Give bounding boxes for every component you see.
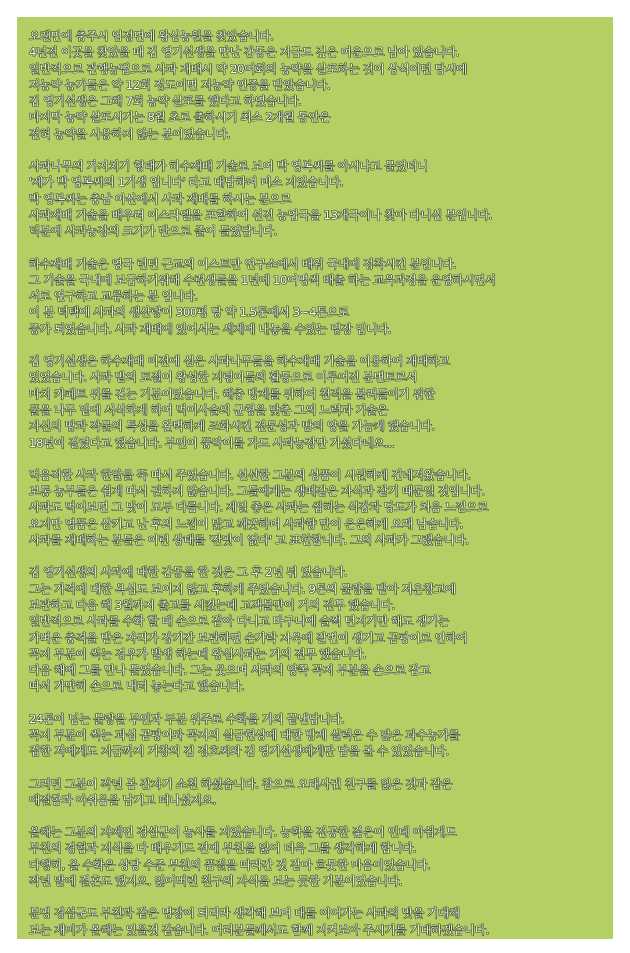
text-line: 올해는 그분의 자제인 경섭군이 농사를 지었습니다. 농학을 전공한 젊은이 인데 아쉽게도 (29, 825, 457, 840)
text-line: 그는 가격에 대한 욕심도 보이지 않고 후하게 주었습니다. 9톤의 물량을 받아 저온창고에 (29, 581, 456, 596)
text-line: 접한 저에게도 지금까지 거창의 김 정호씨와 김 영기선생에게만 답을 볼 수 있었습니다. (29, 744, 449, 759)
text-line: 이 분 덕택에 사과의 생산량이 300평 당 약 1.5톤에서 3~4톤으로 (29, 305, 349, 320)
text-line: 4년전 이곳을 찾았을 때 김 영기선생을 만난 감동은 지금도 깊은 여운으로 남아 있습니다. (29, 45, 460, 60)
text-line: 꼭지 부분이 썩는 과심 곰팡이와 꼭지의 실금현상에 대한 방제 실력은 수 많은 과수농가를 (29, 727, 460, 742)
paragraph-harvest (29, 564, 605, 694)
text-line: '제가 박 영복씨의 1기생 입니다' 라고 대답하며 미소 지었습니다. (29, 175, 343, 190)
text-line: 보는 재미가 올해는 있을것 같습니다. 여러분들께서도 함께 지켜보아 주시기를 기대하겠습니다. (29, 922, 489, 937)
paragraph-visit (29, 28, 605, 142)
text-line: 보관하고 다음 해 3월까지 출고를 시켰는데 고객불만이 거의 전무 했습니다. (29, 597, 395, 612)
text-line: 김 영기선생은 하수재배 이전에 심은 사과나무들을 하수재배 기술을 이용하여 재배하고 (29, 354, 450, 369)
text-line: 그 기술을 국내에 보급하기위해 수련생들을 1년에 10여명씩 배출 하는 교육과정을 운영하시면서 (29, 272, 496, 287)
text-line: 분명 경섭군도 부친과 같은 명장이 되리라 생각해 보며 대를 이어가는 사과의 맛을 기대해 (29, 906, 460, 921)
text-line: 저농약 농가들은 약 12회 정도이면 저농약 인증을 받았습니다. (29, 77, 331, 92)
paragraph-volume (29, 711, 605, 760)
text-line: 사과를 재배하는 분들은 이런 상태를 '잔맛이 없다' 고 표현합니다. 그의 사과가 그랬습니다. (29, 533, 469, 548)
text-line: 사과도 먹어보면 그 맛이 모두 다릅니다. 제일 좋은 사과는 씹히는 식감과 당도가 처음 느낌으로 (29, 500, 488, 515)
text-line: 따서 가만히 손으로 내려 놓는다고 했습니다. (29, 679, 245, 694)
text-line: 보통 농부들은 쉽게 따서 권하지 않습니다. 그들에게는 생떼같은 자식과 같기 때문일 것입니다. (29, 484, 485, 499)
text-line: 꼭지 부분이 썩는 경우가 발생 하는데 왕심사과는 거의 전무 했습니다. (29, 646, 367, 661)
text-line: 작년 말에 결혼도 했지요. 잃어버린 친구의 자식을 보는 듯한 기분이었습니다. (29, 874, 403, 889)
text-line: 일반적으로 관행농법으로 사과 재배시 약 20여회의 농약을 살포하는 것이 상식이던 당시에 (29, 61, 467, 76)
text-line: 하수재배 기술은 영국 런던 근교의 이스트만 연구소에서 배워 국내에 정착시킨 분입니다. (29, 256, 457, 271)
text-line: 박 영복씨는 충남 아산에서 사과 재배를 하시는 분으로 (29, 191, 292, 206)
text-line: 마치 카페트 위를 걷는 기분이었습니다. 해충 방제를 위하여 천적을 불러들이기 위한 (29, 386, 435, 401)
text-line: 있었습니다. 사과 밭의 토질이 왕성한 지렁이들의 활동으로 이루어진 분변토로서 (29, 370, 418, 385)
text-line: 오지만 명품은 삼키고 난 후의 느낌이 맑고 깨끗하며 사과향 만이 은은하게 오래 남습니다. (29, 516, 463, 531)
text-line: 김 영기선생의 사과에 대한 감동을 한 것은 그 후 2년 뒤 였습니다. (29, 565, 348, 580)
text-line: 먹음직한 사과 한알을 뚝 따서 주었습니다. 선선한 그분의 성품이 시원하게 건네져왔습니다. (29, 467, 471, 482)
text-line: 부친의 경험과 지식을 다 배우기도 전에 부친을 잃어 더욱 그를 생각하게 합니다. (29, 841, 417, 856)
paragraph-pruning (29, 158, 605, 239)
text-line: 마지막 농약 살포시기는 8월 초로 출하시기 최소 2개월 동안은 (29, 110, 331, 125)
text-line: 자신의 땅과 작물의 특성을 완벽하게 조화시킨 전문성과 땀의 양을 가늠케 했습니다. (29, 419, 435, 434)
text-line: 사과나무의 가지치기 형태가 하수재배 기술로 보여 박 영복씨를 아시냐고 물었더니 (29, 159, 428, 174)
paragraph-closing (29, 905, 605, 938)
text-line: 24톤이 넘는 물량을 부인과 두분 위주로 수확을 거의 끝낸답니다. (29, 711, 345, 726)
paragraph-orchard (29, 353, 605, 451)
text-line: 덕분에 사과농장의 크기가 반으로 줄어 들었답니다. (29, 224, 277, 239)
text-line: 사과재배 기술을 배우려 이스라엘을 포함하여 선진 농업국을 13개국이나 찾아 다니신 분입니다. (29, 207, 493, 222)
text-line: 일반적으로 사과를 수확 할 때 손으로 잡아 다니고 바구니에 슬쩍 던지기만 해도 생기는 (29, 614, 449, 629)
text-line: 그러던 그분이 작년 봄 갑자기 소천 하셨습니다. 참으로 오래사귄 친구를 잃은 것과 같은 (29, 776, 453, 791)
text-line: 애절함과 아쉬움을 남기고 떠나셨지요. (29, 792, 216, 807)
article-panel (17, 17, 613, 939)
text-line: 가벼운 충격을 받은 자리가 장기간 보관하면 손가락 자욱에 갈변이 생기고 곰팡이로 인하여 (29, 630, 468, 645)
paragraph-passing (29, 776, 605, 809)
paragraph-technique (29, 256, 605, 337)
text-line: 풀을 나무 밑에 서식하게 하여 먹이사슬의 균형을 맞춘 그의 노력과 기술은 (29, 402, 388, 417)
text-line: 서로 연구하고 교류하는 분 입니다. (29, 289, 198, 304)
text-line: 증가 되었습니다. 사과 재배에 있어서는 세계에 내놓을 수있는 명장 입니다. (29, 321, 392, 336)
paragraph-son (29, 824, 605, 889)
paragraph-taste (29, 467, 605, 548)
text-line: 18년이 걸렸다고 했습니다. 부인이 풍악이를 가도 사과농장만 가셨다네요... (29, 435, 395, 450)
text-line: 김 영기선생은 그해 7회 농약 살포를 했다고 하였습니다. (29, 94, 302, 109)
text-line: 다행히, 올 수확은 상당 수준 부친의 품질을 따라간 것 같아 흐뭇한 마음이었습니다. (29, 857, 431, 872)
text-line: 다음 해에 그를 만나 물었습니다. 그는 웃으며 사과의 양쪽 꼭지 부분을 손으로 잡고 (29, 663, 431, 678)
text-line: 전혀 농약을 사용하지 않는 분이였습니다. (29, 126, 231, 141)
text-line: 오랜만에 충주시 엄정면에 왕심농원을 찾았습니다. (29, 29, 274, 43)
